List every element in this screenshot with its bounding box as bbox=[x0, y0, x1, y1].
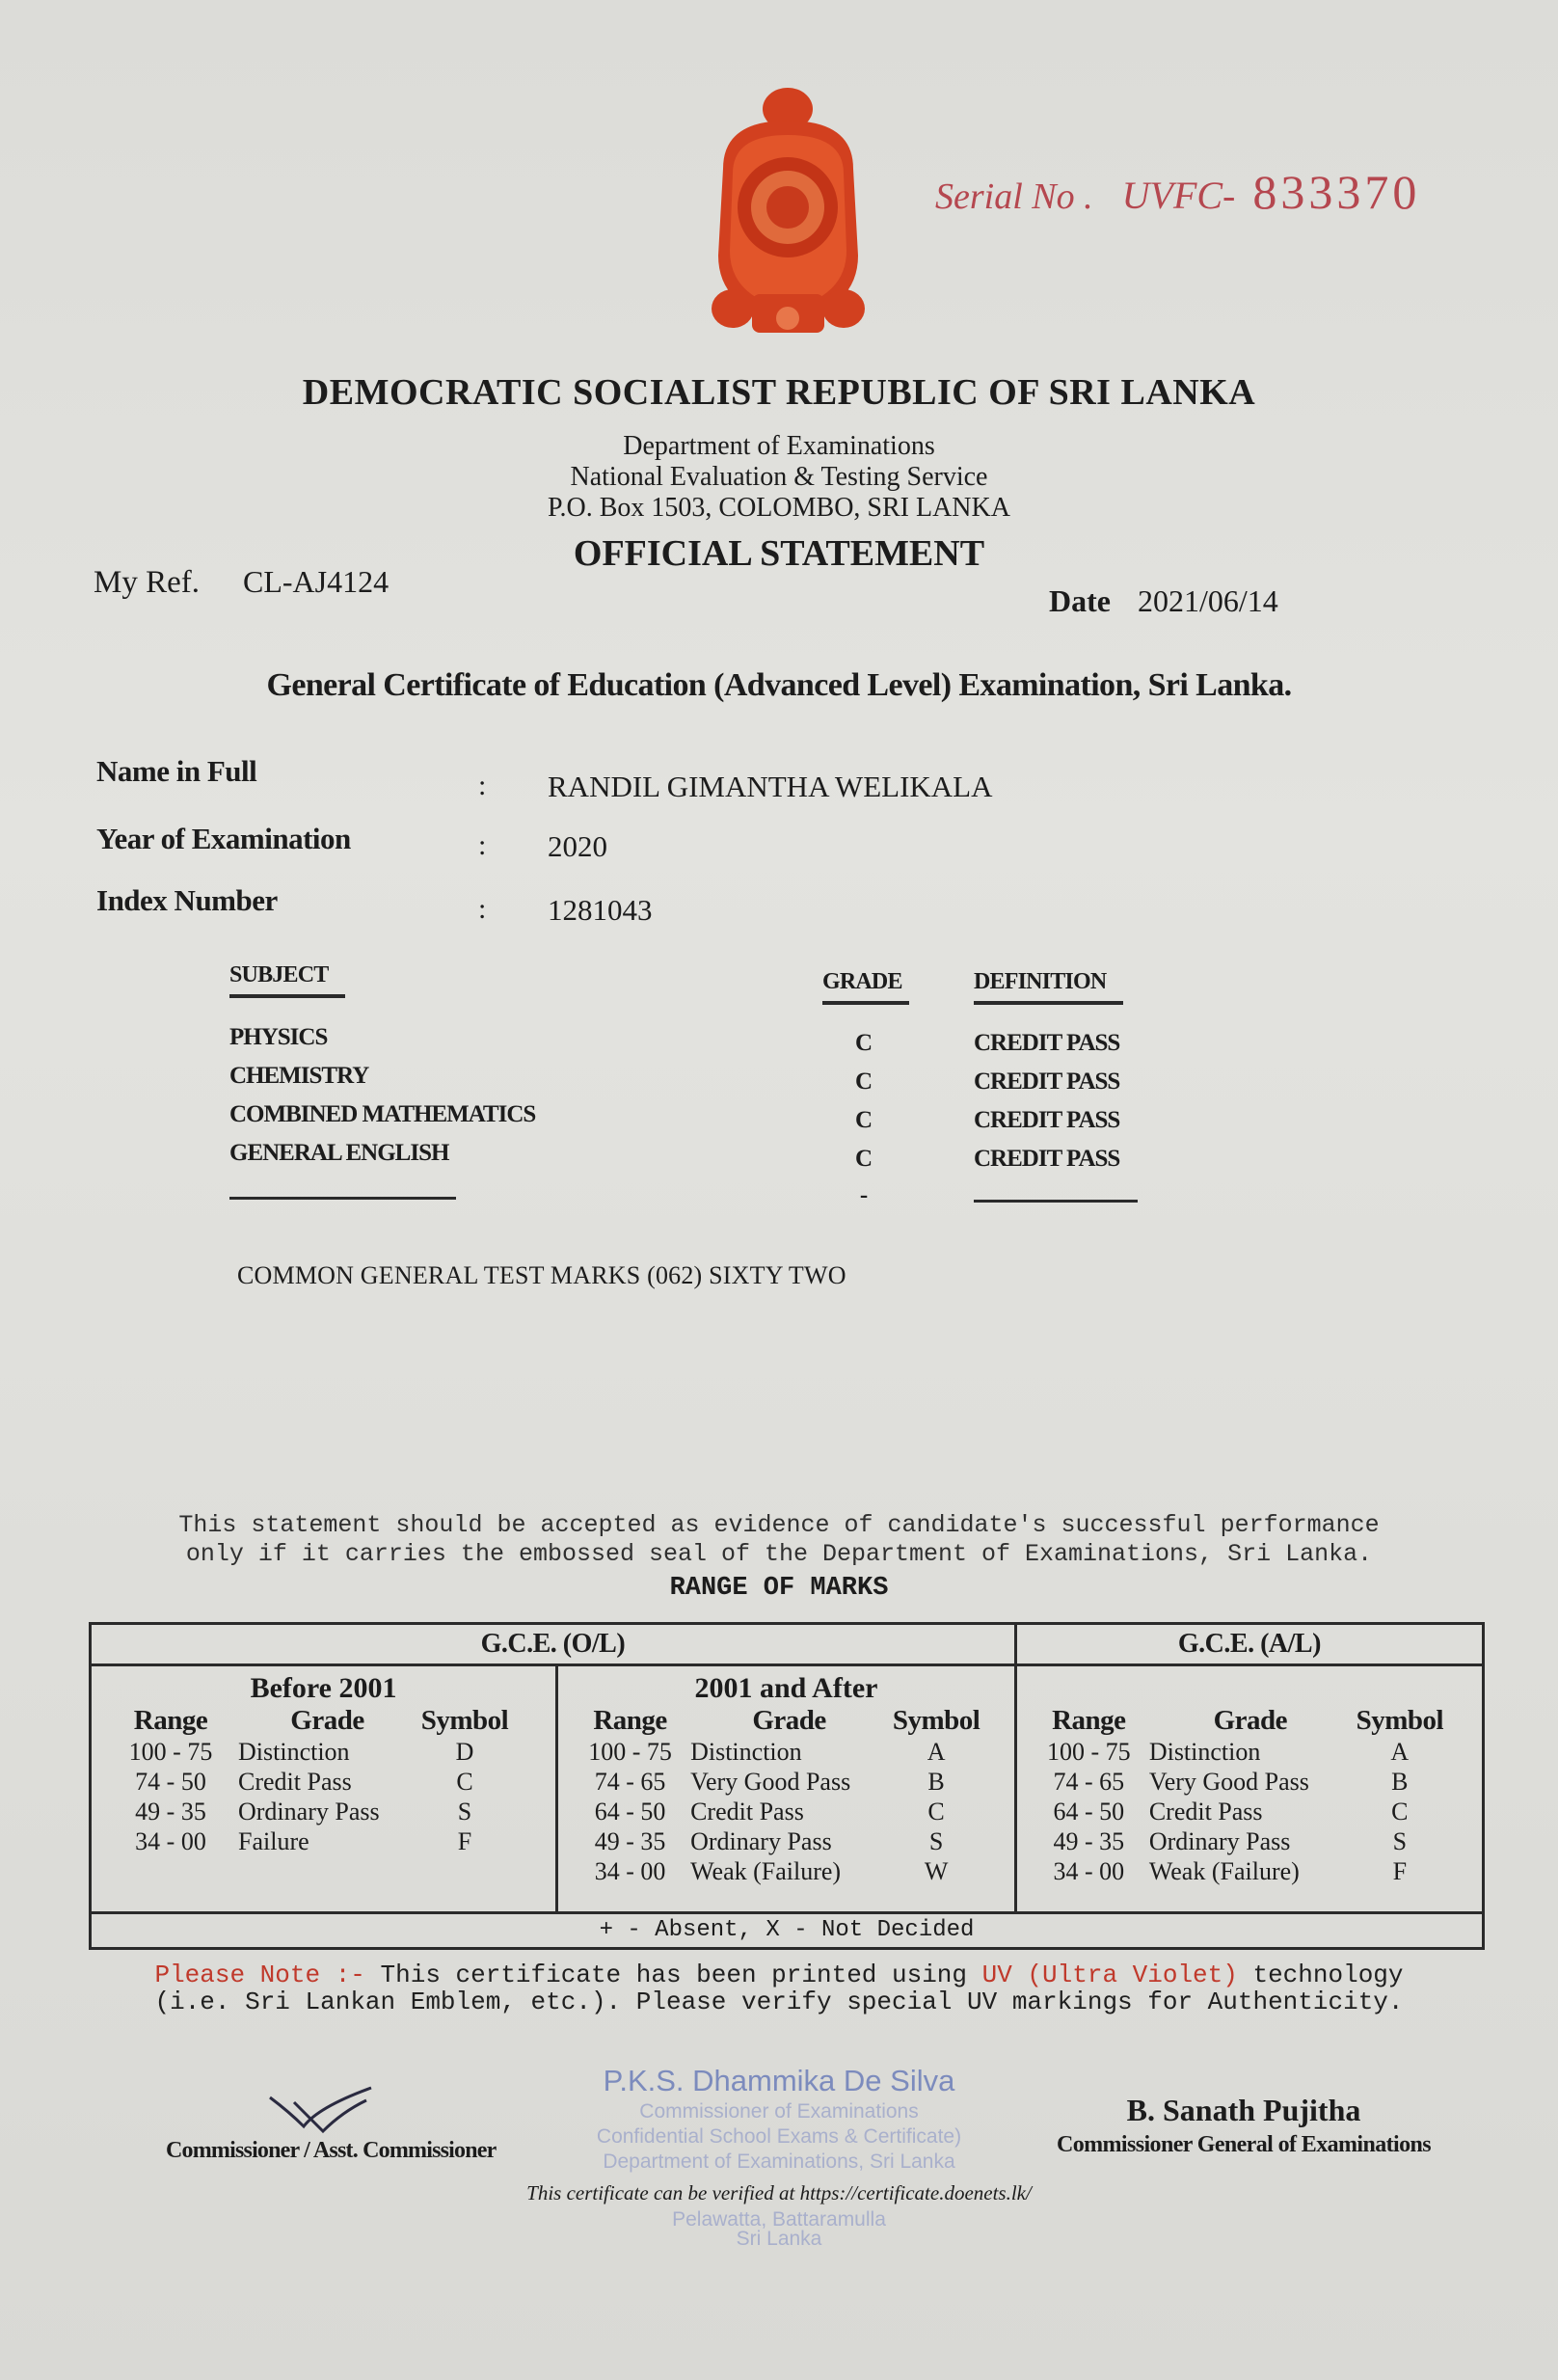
uv-note-highlight: UV (Ultra Violet) bbox=[981, 1961, 1238, 1989]
symbol-cell: C bbox=[927, 1798, 945, 1826]
ref-value: CL-AJ4124 bbox=[243, 564, 390, 599]
grade-cell: Distinction bbox=[1148, 1738, 1261, 1766]
col-header: Grade bbox=[1213, 1705, 1288, 1736]
uv-note-prefix: Please Note :- bbox=[154, 1961, 365, 1989]
issue-date bbox=[1049, 583, 1278, 619]
range-cell: 34 - 00 bbox=[594, 1857, 666, 1885]
stamp-line: Department of Examinations, Sri Lanka bbox=[603, 2150, 955, 2173]
subject-definition: CREDIT PASS bbox=[974, 1107, 1120, 1133]
col-header: Range bbox=[1052, 1705, 1126, 1736]
subject-name: COMBINED MATHEMATICS bbox=[229, 1101, 536, 1127]
symbol-cell: W bbox=[924, 1857, 949, 1885]
year-label: Year of Examination bbox=[96, 822, 351, 855]
field-colon: : bbox=[478, 829, 487, 861]
range-title: RANGE OF MARKS bbox=[669, 1574, 889, 1603]
symbol-cell: A bbox=[1390, 1738, 1410, 1766]
ref-label: My Ref. bbox=[94, 565, 200, 600]
stamp-line: Confidential School Exams & Certificate) bbox=[596, 2125, 962, 2148]
date-label: Date bbox=[1049, 583, 1111, 618]
subject-grade: C bbox=[854, 1068, 873, 1095]
dept-line: Department of Examinations bbox=[623, 431, 935, 461]
subject-name: GENERAL ENGLISH bbox=[229, 1140, 449, 1166]
uv-note-text: This certificate has been printed using bbox=[364, 1961, 982, 1989]
col-header: Symbol bbox=[892, 1705, 980, 1736]
marks-legend: + - Absent, X - Not Decided bbox=[91, 1913, 1484, 1949]
seal-notice bbox=[0, 1511, 1558, 1569]
range-cell: 49 - 35 bbox=[1053, 1827, 1125, 1855]
subject-definition: CREDIT PASS bbox=[974, 1146, 1120, 1172]
country-title: DEMOCRATIC SOCIALIST REPUBLIC OF SRI LANKA bbox=[302, 372, 1256, 413]
grade-cell: Credit Pass bbox=[238, 1768, 352, 1796]
after-2001-cell bbox=[557, 1665, 1016, 1913]
definition-header: DEFINITION bbox=[974, 969, 1123, 1005]
after-2001-title: 2001 and After bbox=[694, 1672, 878, 1704]
subject-grade: C bbox=[854, 1030, 873, 1056]
before-2001-grid bbox=[92, 1705, 555, 1856]
serial-number bbox=[935, 164, 1420, 220]
before-2001-title: Before 2001 bbox=[250, 1672, 397, 1704]
range-cell: 49 - 35 bbox=[594, 1827, 666, 1855]
grade-cell: Very Good Pass bbox=[1148, 1768, 1309, 1796]
grade-cell: Credit Pass bbox=[690, 1798, 804, 1826]
department-address bbox=[0, 431, 1558, 524]
statement-title: OFFICIAL STATEMENT bbox=[573, 533, 985, 574]
range-cell: 49 - 35 bbox=[135, 1798, 206, 1826]
commissioner-general-name: B. Sanath Pujitha bbox=[1126, 2093, 1361, 2127]
results-end-rule bbox=[974, 1200, 1138, 1203]
index-label: Index Number bbox=[96, 883, 278, 917]
symbol-cell: C bbox=[1391, 1798, 1409, 1826]
range-cell: 100 - 75 bbox=[588, 1738, 672, 1766]
common-general-test: COMMON GENERAL TEST MARKS (062) SIXTY TWO bbox=[237, 1261, 846, 1289]
grade-header: GRADE bbox=[822, 969, 909, 1005]
range-cell: 34 - 00 bbox=[1053, 1857, 1125, 1885]
notice-line: This statement should be accepted as evidence of candidate's successful performance bbox=[178, 1511, 1380, 1539]
range-cell: 100 - 75 bbox=[1046, 1738, 1131, 1766]
al-grid bbox=[1017, 1705, 1482, 1886]
stamp-line: Pelawatta, Battaramulla bbox=[672, 2208, 886, 2231]
subject-name: PHYSICS bbox=[229, 1024, 328, 1050]
name-label: Name in Full bbox=[96, 754, 257, 788]
range-cell: 100 - 75 bbox=[128, 1738, 213, 1766]
serial-value: 833370 bbox=[1252, 165, 1421, 219]
subject-grade: C bbox=[854, 1146, 873, 1172]
after-2001-grid bbox=[558, 1705, 1014, 1886]
grade-cell: Very Good Pass bbox=[690, 1768, 851, 1796]
symbol-cell: F bbox=[457, 1827, 472, 1855]
results-end-dash: - bbox=[859, 1182, 869, 1208]
col-header: Grade bbox=[290, 1705, 364, 1736]
range-cell: 64 - 50 bbox=[1053, 1798, 1125, 1826]
range-cell: 34 - 00 bbox=[135, 1827, 206, 1855]
col-header: Range bbox=[133, 1705, 208, 1736]
uv-notice bbox=[0, 1961, 1558, 2015]
index-value: 1281043 bbox=[548, 893, 653, 927]
symbol-cell: A bbox=[927, 1738, 946, 1766]
my-ref bbox=[94, 564, 389, 601]
col-header: Range bbox=[593, 1705, 667, 1736]
notice-line: only if it carries the embossed seal of the Department of Examinations, Sri Lanka. bbox=[185, 1540, 1373, 1568]
symbol-cell: S bbox=[1392, 1827, 1408, 1855]
grade-cell: Credit Pass bbox=[1148, 1798, 1263, 1826]
grade-cell: Ordinary Pass bbox=[1148, 1827, 1291, 1855]
stamp-line: Commissioner of Examinations bbox=[639, 2100, 919, 2123]
subject-header: SUBJECT bbox=[229, 962, 345, 998]
al-title: G.C.E. (A/L) bbox=[1015, 1624, 1483, 1665]
subject-name: CHEMISTRY bbox=[229, 1063, 369, 1089]
subject-grade: C bbox=[854, 1107, 873, 1133]
field-colon: : bbox=[478, 770, 487, 801]
col-header: Symbol bbox=[420, 1705, 509, 1736]
ol-title: G.C.E. (O/L) bbox=[91, 1624, 1016, 1665]
serial-code: UVFC- bbox=[1121, 174, 1236, 217]
range-cell: 64 - 50 bbox=[594, 1798, 666, 1826]
date-value: 2021/06/14 bbox=[1137, 583, 1278, 618]
year-value: 2020 bbox=[548, 829, 607, 863]
range-cell: 74 - 65 bbox=[594, 1768, 666, 1796]
commissioner-general bbox=[1051, 2093, 1437, 2158]
al-cell bbox=[1015, 1665, 1483, 1913]
symbol-cell: S bbox=[457, 1798, 472, 1826]
commissioner-label: Commissioner / Asst. Commissioner bbox=[166, 2138, 497, 2163]
grade-cell: Ordinary Pass bbox=[238, 1798, 380, 1826]
results-end-rule bbox=[229, 1197, 456, 1200]
grade-cell: Ordinary Pass bbox=[690, 1827, 832, 1855]
grade-cell: Weak (Failure) bbox=[690, 1857, 842, 1885]
range-cell: 74 - 65 bbox=[1053, 1768, 1125, 1796]
grade-cell: Failure bbox=[238, 1827, 309, 1855]
uv-note-text: technology bbox=[1237, 1961, 1404, 1989]
sri-lanka-emblem-icon bbox=[704, 82, 873, 342]
grade-cell: Distinction bbox=[690, 1738, 802, 1766]
subject-definition: CREDIT PASS bbox=[974, 1068, 1120, 1095]
symbol-cell: S bbox=[928, 1827, 944, 1855]
symbol-cell: D bbox=[455, 1738, 474, 1766]
range-of-marks-table bbox=[89, 1622, 1485, 1950]
dept-line: National Evaluation & Testing Service bbox=[570, 462, 988, 492]
range-cell: 74 - 50 bbox=[135, 1768, 206, 1796]
symbol-cell: B bbox=[927, 1768, 945, 1796]
col-header: Grade bbox=[752, 1705, 826, 1736]
commissioner-general-title: Commissioner General of Examinations bbox=[1057, 2132, 1431, 2157]
symbol-cell: B bbox=[1391, 1768, 1409, 1796]
symbol-cell: C bbox=[456, 1768, 473, 1796]
grade-cell: Weak (Failure) bbox=[1148, 1857, 1300, 1885]
stamp-line: Sri Lanka bbox=[736, 2228, 822, 2250]
dept-line: P.O. Box 1503, COLOMBO, SRI LANKA bbox=[548, 493, 1010, 523]
grade-cell: Distinction bbox=[238, 1738, 350, 1766]
uv-note-line: (i.e. Sri Lankan Emblem, etc.). Please verify special UV markings for Authenticity. bbox=[154, 1988, 1404, 2016]
before-2001-cell bbox=[91, 1665, 557, 1913]
name-value: RANDIL GIMANTHA WELIKALA bbox=[548, 770, 993, 803]
stamp-name: P.K.S. Dhammika De Silva bbox=[603, 2064, 955, 2097]
symbol-cell: F bbox=[1392, 1857, 1408, 1885]
subject-definition: CREDIT PASS bbox=[974, 1030, 1120, 1056]
field-colon: : bbox=[478, 893, 487, 925]
verify-url: This certificate can be verified at https://certificate.doenets.lk/ bbox=[526, 2181, 1032, 2204]
serial-label: Serial No . bbox=[935, 176, 1093, 217]
exam-title: General Certificate of Education (Advanced Level) Examination, Sri Lanka. bbox=[266, 667, 1292, 703]
col-header: Symbol bbox=[1356, 1705, 1444, 1736]
